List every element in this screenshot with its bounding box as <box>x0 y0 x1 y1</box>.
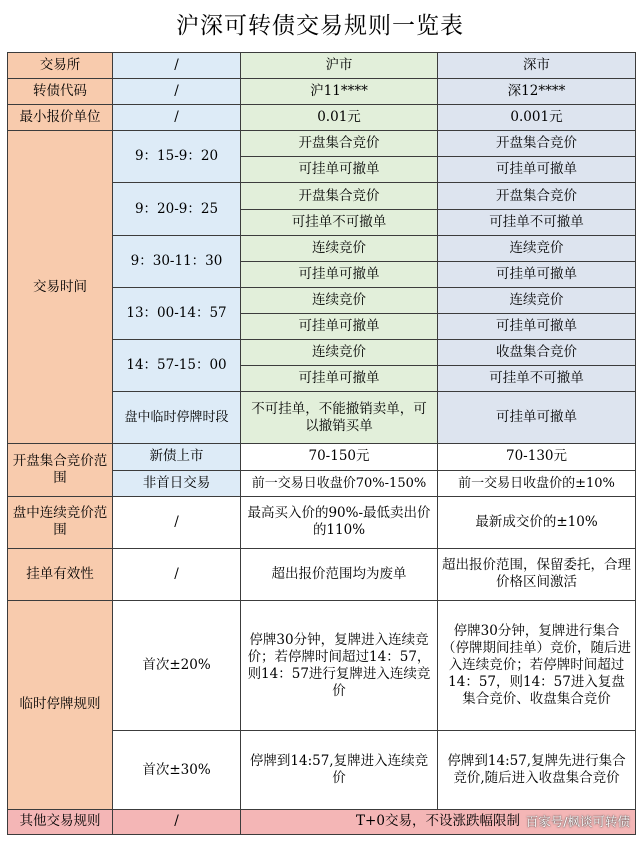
continuous-sz: 最新成交价的±10% <box>438 496 636 548</box>
table-row <box>8 600 636 731</box>
row-label-tick: 最小报价单位 <box>8 105 113 131</box>
slot-sz: 可挂单不可撤单 <box>438 209 636 235</box>
halt-second-sz: 停牌到14:57,复牌先进行集合竞价,随后进入收盘集合竞价 <box>438 731 636 809</box>
slot-sh: 可挂单可撤单 <box>241 366 438 392</box>
table-row <box>8 79 636 105</box>
slot-sz: 可挂单可撤单 <box>438 313 636 339</box>
row-label-continuous: 盘中连续竞价范围 <box>8 496 113 548</box>
slot-sz: 可挂单可撤单 <box>438 261 636 287</box>
halt-sh: 不可挂单，不能撤销卖单，可以撤销买单 <box>241 392 438 444</box>
slot-sz: 可挂单可撤单 <box>438 157 636 183</box>
sub-cell: / <box>113 105 241 131</box>
sub-cell: 新债上市 <box>113 444 241 470</box>
time-slot: 14：57-15：00 <box>113 340 241 392</box>
slot-sz: 连续竞价 <box>438 235 636 261</box>
open-sz: 前一交易日收盘价的±10% <box>438 470 636 496</box>
rules-table <box>7 52 636 835</box>
table-row <box>8 444 636 470</box>
validity-sh: 超出报价范围均为废单 <box>241 548 438 600</box>
slot-sz: 开盘集合竞价 <box>438 131 636 157</box>
time-slot: 9：20-9：25 <box>113 183 241 235</box>
table-row <box>8 548 636 600</box>
sub-cell: / <box>113 548 241 600</box>
row-label-code: 转债代码 <box>8 79 113 105</box>
slot-sz: 连续竞价 <box>438 287 636 313</box>
slot-sh: 开盘集合竞价 <box>241 131 438 157</box>
time-slot: 9：15-9：20 <box>113 131 241 183</box>
slot-sh: 可挂单可撤单 <box>241 313 438 339</box>
slot-sh: 连续竞价 <box>241 287 438 313</box>
other-rules-merged: T+0交易，不设涨跌幅限制 <box>241 809 636 834</box>
halt-second-sh: 停牌到14:57,复牌进入连续竞价 <box>241 731 438 809</box>
row-label-validity: 挂单有效性 <box>8 548 113 600</box>
time-slot: 13：00-14：57 <box>113 287 241 339</box>
sub-cell: / <box>113 79 241 105</box>
sub-cell: / <box>113 496 241 548</box>
slot-sz: 可挂单不可撤单 <box>438 366 636 392</box>
row-label-other: 其他交易规则 <box>8 809 113 834</box>
slot-sh: 可挂单可撤单 <box>241 157 438 183</box>
sub-cell: / <box>113 809 241 834</box>
header-sz: 深市 <box>438 53 636 79</box>
continuous-sh: 最高买入价的90%-最低卖出价的110% <box>241 496 438 548</box>
time-slot: 9：30-11：30 <box>113 235 241 287</box>
row-label-open-auction: 开盘集合竞价范围 <box>8 444 113 496</box>
open-sh: 前一交易日收盘价70%-150% <box>241 470 438 496</box>
row-label-trading-time: 交易时间 <box>8 131 113 444</box>
tick-sh: 0.01元 <box>241 105 438 131</box>
halt-first-sz: 停牌30分钟，复牌进行集合（停牌期间挂单）竞价，随后进入连续竞价；若停牌时间超过14：57，则14：57进入复盘集合竞价、收盘集合竞价 <box>438 600 636 731</box>
validity-sz: 超出报价范围，保留委托，合理价格区间激活 <box>438 548 636 600</box>
code-sz: 深12**** <box>438 79 636 105</box>
slot-sz: 开盘集合竞价 <box>438 183 636 209</box>
table-row <box>8 53 636 79</box>
row-label-halt-rules: 临时停牌规则 <box>8 600 113 809</box>
page-title: 沪深可转债交易规则一览表 <box>176 13 464 39</box>
halt-first-sh: 停牌30分钟，复牌进入连续竞价；若停牌时间超过14：57，则14：57进行复牌进入连续竞价 <box>241 600 438 731</box>
halt-sz: 可挂单可撤单 <box>438 392 636 444</box>
code-sh: 沪11**** <box>241 79 438 105</box>
slot-sh: 连续竞价 <box>241 235 438 261</box>
table-row <box>8 496 636 548</box>
slot-sh: 可挂单可撤单 <box>241 261 438 287</box>
table-row <box>8 131 636 157</box>
open-sz: 70-130元 <box>438 444 636 470</box>
sub-cell: / <box>113 53 241 79</box>
open-sh: 70-150元 <box>241 444 438 470</box>
sub-cell: 首次±20% <box>113 600 241 731</box>
sub-cell: 首次±30% <box>113 731 241 809</box>
watermark: 百家号/枫谈可转债 <box>525 814 630 829</box>
slot-sz: 收盘集合竞价 <box>438 340 636 366</box>
slot-sh: 开盘集合竞价 <box>241 183 438 209</box>
row-label-exchange: 交易所 <box>8 53 113 79</box>
header-sh: 沪市 <box>241 53 438 79</box>
slot-sh: 可挂单不可撤单 <box>241 209 438 235</box>
table-row <box>8 105 636 131</box>
slot-sh: 连续竞价 <box>241 340 438 366</box>
sub-cell: 非首日交易 <box>113 470 241 496</box>
tick-sz: 0.001元 <box>438 105 636 131</box>
time-slot-halt: 盘中临时停牌时段 <box>113 392 241 444</box>
